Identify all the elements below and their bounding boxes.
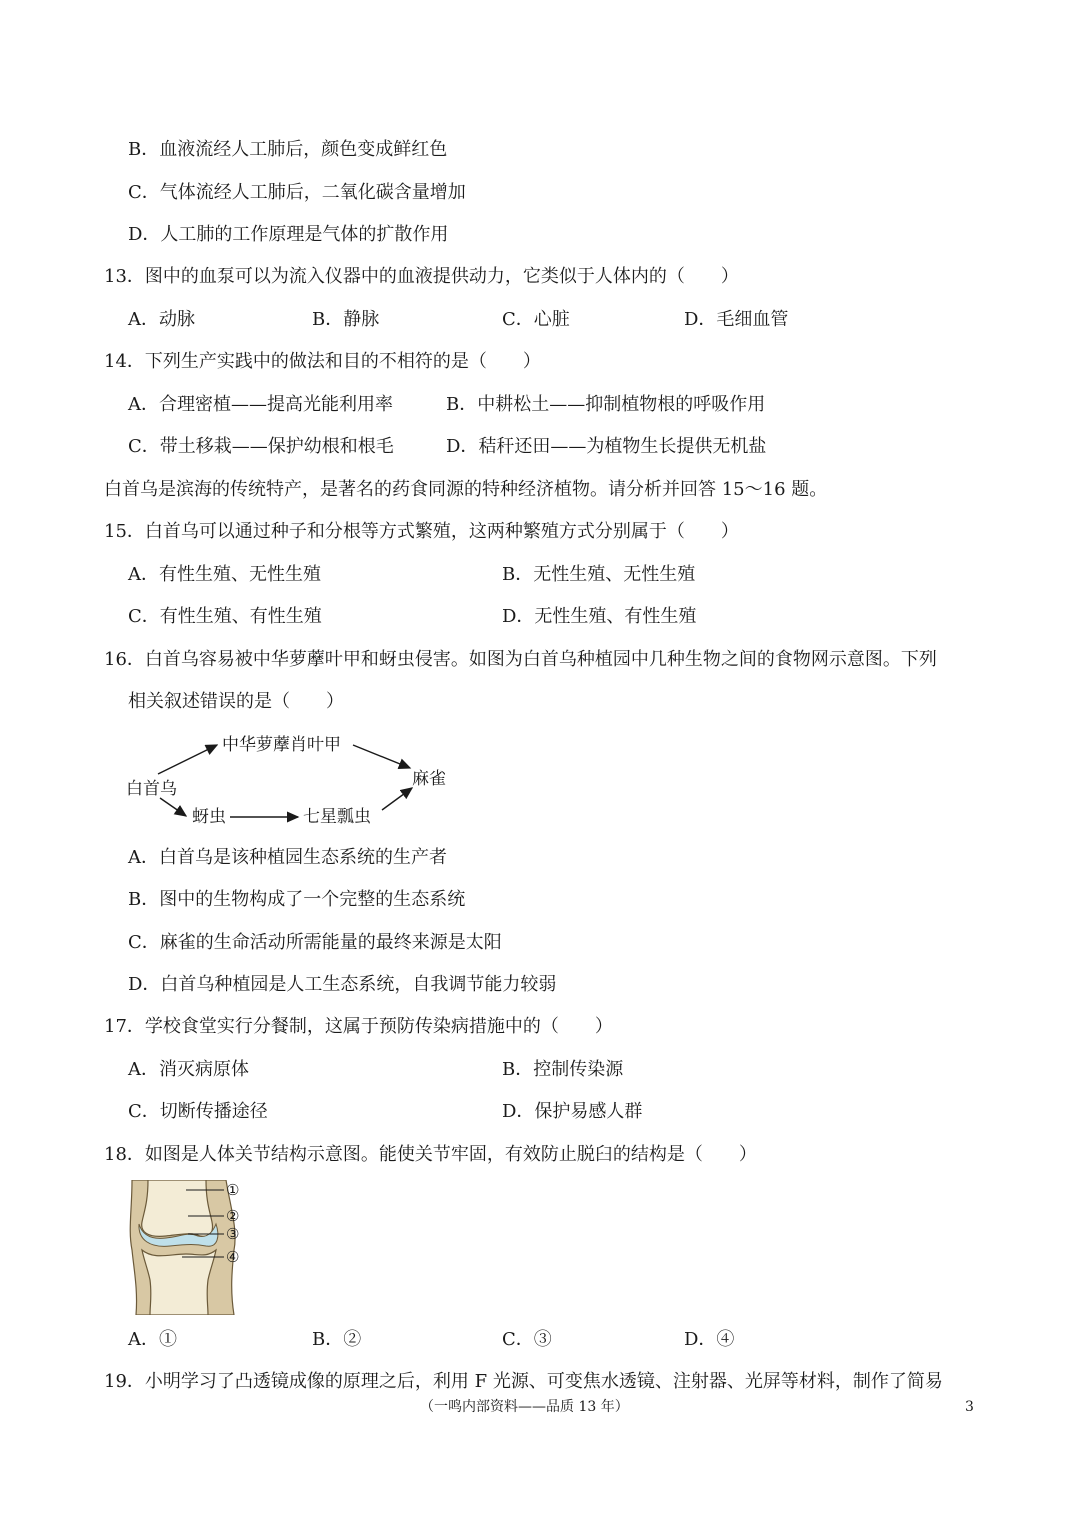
q17-option-b: B．控制传染源 xyxy=(502,1059,624,1080)
q18-option-d: D．④ xyxy=(684,1329,735,1350)
q17-option-a: A．消灭病原体 xyxy=(128,1059,249,1080)
food-web-beetle: 中华萝藦肖叶甲 xyxy=(222,735,341,755)
footer-text: （一鸣内部资料——品质 13 年） xyxy=(420,1399,629,1415)
q13-option-d: D．毛细血管 xyxy=(684,309,789,330)
food-web-ladybug: 七星瓢虫 xyxy=(303,807,371,827)
q14-option-c: C．带土移栽——保护幼根和根毛 xyxy=(128,436,394,457)
q18-stem: 18．如图是人体关节结构示意图。能使关节牢固，有效防止脱臼的结构是（ ） xyxy=(104,1144,757,1165)
joint-label-4: ④ xyxy=(226,1248,240,1266)
arrow-producer-to-aphid xyxy=(160,798,186,816)
q15-stem: 15．白首乌可以通过种子和分根等方式繁殖，这两种繁殖方式分别属于（ ） xyxy=(104,521,739,542)
food-web-sparrow: 麻雀 xyxy=(412,769,446,789)
page-number: 3 xyxy=(965,1399,974,1415)
q13-stem: 13．图中的血泵可以为流入仪器中的血液提供动力，它类似于人体内的（ ） xyxy=(104,266,739,287)
arrow-ladybug-to-sparrow xyxy=(382,788,412,810)
q17-option-d: D．保护易感人群 xyxy=(502,1101,643,1122)
q12-option-d: D．人工肺的工作原理是气体的扩散作用 xyxy=(128,224,449,245)
food-web-diagram xyxy=(120,730,460,830)
q16-option-d: D．白首乌种植园是人工生态系统，自我调节能力较弱 xyxy=(128,974,557,995)
q15-option-d: D．无性生殖、有性生殖 xyxy=(502,606,697,627)
q16-stem-line1: 16．白首乌容易被中华萝藦叶甲和蚜虫侵害。如图为白首乌种植园中几种生物之间的食物网示意图。下列 xyxy=(104,649,937,670)
q13-option-a: A．动脉 xyxy=(128,309,195,330)
q12-option-b: B．血液流经人工肺后，颜色变成鲜红色 xyxy=(128,139,448,160)
q14-option-a: A．合理密植——提高光能利用率 xyxy=(128,394,393,415)
q16-option-c: C．麻雀的生命活动所需能量的最终来源是太阳 xyxy=(128,932,502,953)
q17-option-c: C．切断传播途径 xyxy=(128,1101,268,1122)
joint-label-1: ① xyxy=(226,1181,240,1199)
q12-option-c: C．气体流经人工肺后，二氧化碳含量增加 xyxy=(128,182,466,203)
arrow-beetle-to-sparrow xyxy=(353,745,410,768)
q16-option-a: A．白首乌是该种植园生态系统的生产者 xyxy=(128,847,447,868)
arrow-producer-to-beetle xyxy=(158,745,217,774)
q15-option-a: A．有性生殖、无性生殖 xyxy=(128,564,321,585)
joint-diagram xyxy=(126,1180,256,1315)
q14-option-d: D．秸秆还田——为植物生长提供无机盐 xyxy=(446,436,767,457)
q16-option-b: B．图中的生物构成了一个完整的生态系统 xyxy=(128,889,466,910)
q18-option-a: A．① xyxy=(128,1329,177,1350)
q13-option-c: C．心脏 xyxy=(502,309,570,330)
q18-option-c: C．③ xyxy=(502,1329,552,1350)
q18-option-b: B．② xyxy=(312,1329,362,1350)
q14-option-b: B．中耕松土——抑制植物根的呼吸作用 xyxy=(446,394,766,415)
q17-stem: 17．学校食堂实行分餐制，这属于预防传染病措施中的（ ） xyxy=(104,1016,613,1037)
q15-option-b: B．无性生殖、无性生殖 xyxy=(502,564,696,585)
joint-label-3: ③ xyxy=(226,1225,240,1243)
passage-intro: 白首乌是滨海的传统特产，是著名的药食同源的特种经济植物。请分析并回答 15～16 题。 xyxy=(104,479,828,500)
q14-stem: 14．下列生产实践中的做法和目的不相符的是（ ） xyxy=(104,351,541,372)
q16-stem-line2: 相关叙述错误的是（ ） xyxy=(128,691,344,712)
q19-stem: 19．小明学习了凸透镜成像的原理之后，利用 F 光源、可变焦水透镜、注射器、光屏等材料，制作了简易 xyxy=(104,1371,943,1392)
food-web-producer: 白首乌 xyxy=(126,779,177,799)
joint-label-2: ② xyxy=(226,1207,240,1225)
q15-option-c: C．有性生殖、有性生殖 xyxy=(128,606,322,627)
food-web-aphid: 蚜虫 xyxy=(192,807,226,827)
q13-option-b: B．静脉 xyxy=(312,309,380,330)
